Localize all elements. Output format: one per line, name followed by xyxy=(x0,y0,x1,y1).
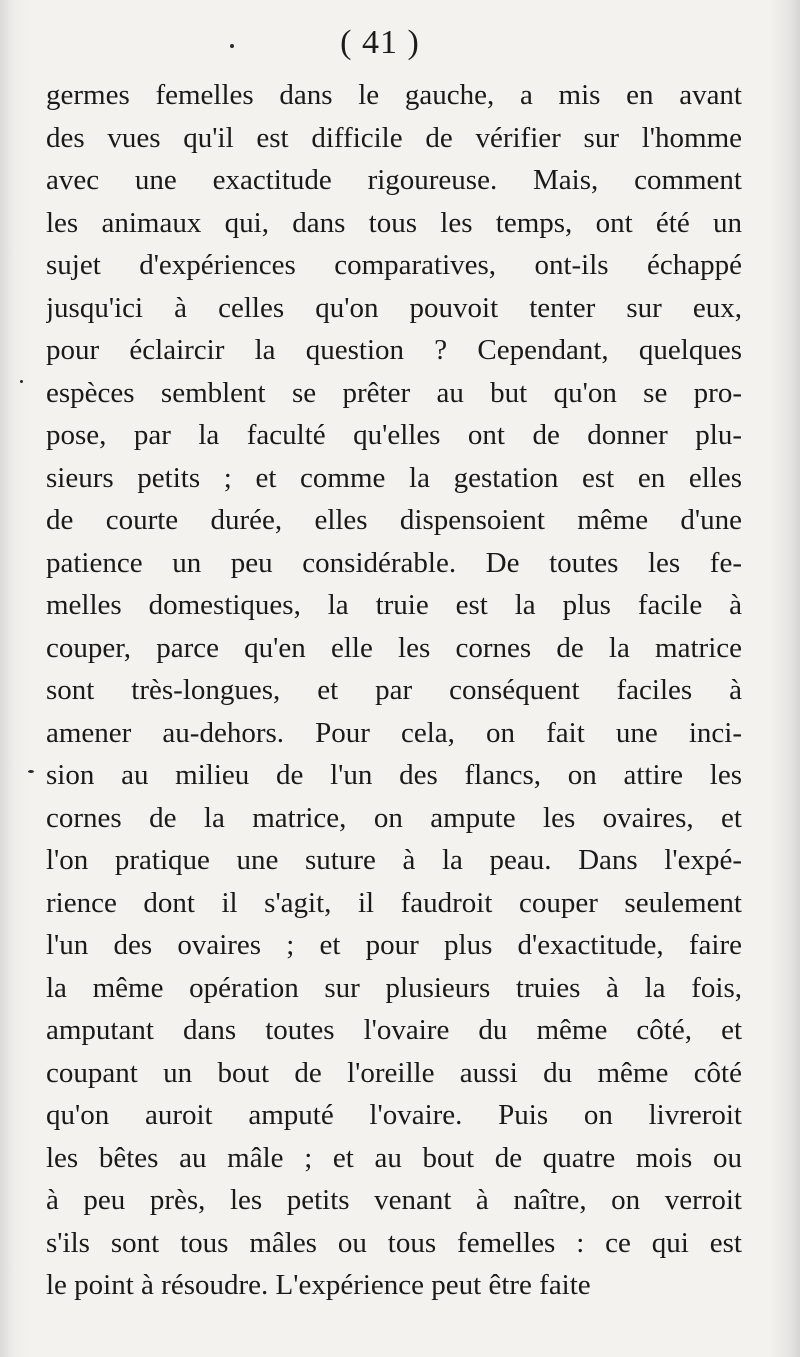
text-line: coupant un bout de l'oreille aussi du même côté xyxy=(46,1056,742,1089)
text-line: pour éclaircir la question ? Cependant, quelques xyxy=(46,334,742,366)
text-line: jusqu'ici à celles qu'on pouvoit tenter sur eux, xyxy=(46,291,742,324)
text-line: la même opération sur plusieurs truies à la fois, xyxy=(46,971,742,1004)
ink-speck xyxy=(20,380,23,383)
text-line: s'ils sont tous mâles ou tous femelles : ce qui est xyxy=(46,1226,742,1259)
text-line: à peu près, les petits venant à naître, on verroit xyxy=(46,1184,742,1216)
text-line: l'on pratique une suture à la peau. Dans l'expé- xyxy=(46,844,742,876)
text-line: pose, par la faculté qu'elles ont de donner plu- xyxy=(46,419,742,451)
text-line: des vues qu'il est difficile de vérifier sur l'homme xyxy=(46,121,742,154)
text-line: l'un des ovaires ; et pour plus d'exactitude, faire xyxy=(46,929,742,961)
text-line: les animaux qui, dans tous les temps, ont été un xyxy=(46,206,742,239)
text-line: qu'on auroit amputé l'ovaire. Puis on livreroit xyxy=(46,1099,742,1131)
text-line: germes femelles dans le gauche, a mis en avant xyxy=(46,79,742,111)
text-line: amener au-dehors. Pour cela, on fait une inci- xyxy=(46,716,742,749)
ink-speck xyxy=(28,770,34,773)
text-line: rience dont il s'agit, il faudroit couper seulement xyxy=(46,886,742,919)
text-line: de courte durée, elles dispensoient même d'une xyxy=(46,504,742,536)
text-line: sont très-longues, et par conséquent faciles à xyxy=(46,674,742,706)
text-line: amputant dans toutes l'ovaire du même côté, et xyxy=(46,1014,742,1046)
text-line: sujet d'expériences comparatives, ont-ils échappé xyxy=(46,249,742,281)
text-line: avec une exactitude rigoureuse. Mais, comment xyxy=(46,164,742,196)
text-line: sieurs petits ; et comme la gestation est en elles xyxy=(46,461,742,494)
text-line: melles domestiques, la truie est la plus facile à xyxy=(46,589,742,621)
text-line: sion au milieu de l'un des flancs, on attire les xyxy=(46,759,742,791)
ink-speck xyxy=(230,44,234,48)
text-line: le point à résoudre. L'expérience peut être faite xyxy=(46,1269,591,1301)
text-line: patience un peu considérable. De toutes les fe- xyxy=(46,546,742,579)
text-line: les bêtes au mâle ; et au bout de quatre mois ou xyxy=(46,1141,742,1174)
text-line: espèces semblent se prêter au but qu'on se pro- xyxy=(46,376,742,409)
text-line: couper, parce qu'en elle les cornes de la matrice xyxy=(46,631,742,664)
text-line: cornes de la matrice, on ampute les ovaires, et xyxy=(46,801,742,834)
body-text xyxy=(46,74,742,1307)
page-number: ( 41 ) xyxy=(340,24,420,61)
